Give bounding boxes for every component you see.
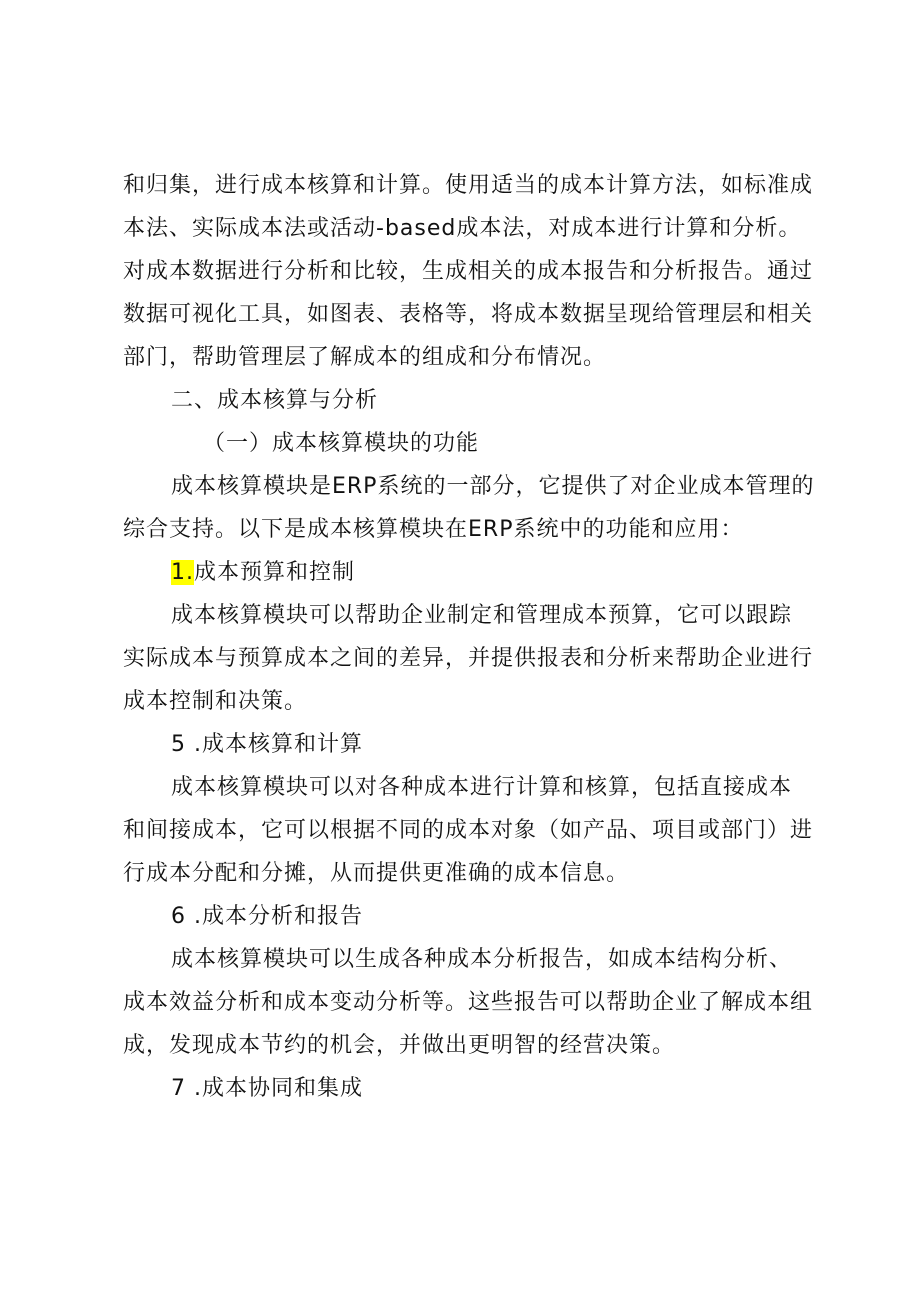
- item-body-line: 和间接成本，它可以根据不同的成本对象（如产品、项目或部门）进: [123, 818, 814, 843]
- item-body-line: 成本核算模块可以帮助企业制定和管理成本预算，它可以跟踪: [171, 603, 793, 628]
- list-item-heading: [171, 558, 355, 588]
- item-number: 6: [171, 904, 186, 929]
- item-body-line: 成本核算模块可以生成各种成本分析报告，如成本结构分析、: [171, 947, 793, 972]
- paragraph-line: 和归集，进行成本核算和计算。使用适当的成本计算方法，如标准成: [123, 173, 814, 198]
- item-number: 7: [171, 1076, 186, 1101]
- item-body-line: 成本控制和决策。: [123, 689, 308, 714]
- item-title: 成本预算和控制: [194, 560, 356, 585]
- intro-line: 成本核算模块是ERP系统的一部分，它提供了对企业成本管理的: [171, 474, 815, 499]
- list-item-heading: [171, 902, 363, 932]
- paragraph-line: 部门，帮助管理层了解成本的组成和分布情况。: [123, 345, 607, 370]
- item-number: 5: [171, 732, 186, 757]
- item-body-line: 实际成本与预算成本之间的差异，并提供报表和分析来帮助企业进行: [123, 646, 814, 671]
- paragraph-line: 对成本数据进行分析和比较，生成相关的成本报告和分析报告。通过: [123, 259, 814, 284]
- subsection-heading: （一）成本核算模块的功能: [203, 431, 480, 456]
- paragraph-line: 本法、实际成本法或活动-based成本法，对成本进行计算和分析。: [123, 216, 802, 241]
- item-body-line: 成，发现成本节约的机会，并做出更明智的经营决策。: [123, 1033, 676, 1058]
- item-body-line: 成本核算模块可以对各种成本进行计算和核算，包括直接成本: [171, 775, 793, 800]
- highlighted-item-number: 1.: [171, 560, 194, 585]
- item-title: .成本核算和计算: [194, 732, 363, 757]
- paragraph-line: 数据可视化工具，如图表、表格等，将成本数据呈现给管理层和相关: [123, 302, 814, 327]
- item-body-line: 行成本分配和分摊，从而提供更准确的成本信息。: [123, 861, 630, 886]
- item-body-line: 成本效益分析和成本变动分析等。这些报告可以帮助企业了解成本组: [123, 990, 814, 1015]
- item-title: .成本协同和集成: [194, 1076, 363, 1101]
- item-title: .成本分析和报告: [194, 904, 363, 929]
- intro-line: 综合支持。以下是成本核算模块在ERP系统中的功能和应用：: [123, 517, 744, 542]
- section-heading: 二、成本核算与分析: [171, 388, 379, 413]
- list-item-heading: [171, 1074, 363, 1104]
- list-item-heading: [171, 730, 363, 760]
